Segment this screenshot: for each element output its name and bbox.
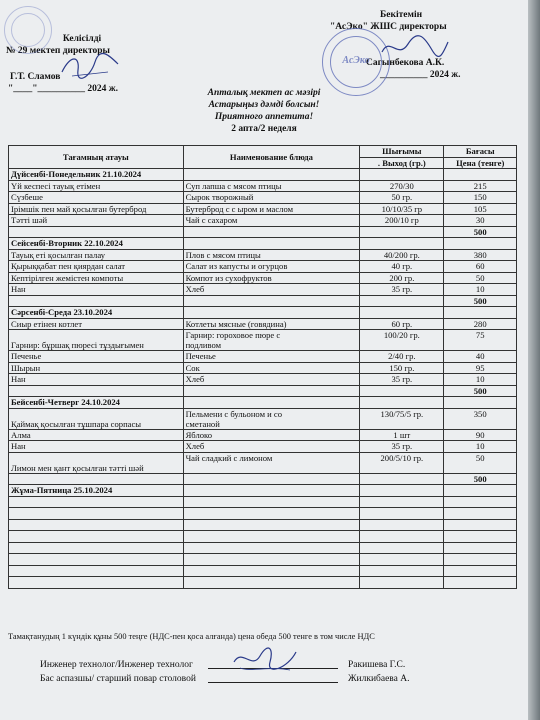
day-header-row — [9, 307, 517, 319]
empty-cell — [183, 542, 360, 554]
tech-title: Инженер технолог/Инженер технолог — [40, 660, 193, 670]
empty-cell — [183, 508, 360, 520]
menu-item-row — [9, 215, 517, 227]
blank-row — [9, 496, 517, 508]
dish-price: 150 — [444, 192, 517, 204]
empty-cell — [360, 554, 444, 566]
dish-name-ru-text: Печенье — [185, 351, 216, 361]
dish-name-ru-text: Сырок творожный — [185, 192, 254, 202]
empty-cell — [9, 226, 184, 238]
dish-yield: 100/20 гр. — [360, 330, 444, 351]
menu-item-row — [9, 203, 517, 215]
menu-item-row — [9, 284, 517, 296]
empty-cell — [183, 397, 360, 409]
menu-item-row — [9, 318, 517, 330]
col-header-yield-kz: Шығымы — [360, 146, 444, 158]
col-header-kz: Тағамның атауы — [9, 146, 184, 169]
dish-name-ru — [183, 351, 360, 363]
dish-yield: 200 гр. — [360, 272, 444, 284]
right-date: __________ 2024 ж. — [380, 70, 461, 80]
dish-name-ru-text: Сок — [185, 362, 200, 373]
dish-name-kz: Сүзбеше — [9, 192, 184, 204]
dish-price: 95 — [444, 362, 517, 374]
empty-cell — [183, 577, 360, 589]
empty-cell — [9, 519, 184, 531]
dish-name-ru-text: Хлеб — [185, 441, 205, 451]
dish-price: 380 — [444, 249, 517, 261]
dish-name-kz: Лимон мен қант қосылған тәтті шәй — [9, 452, 184, 473]
empty-cell — [183, 565, 360, 577]
dish-name-ru — [183, 192, 360, 204]
menu-item-row — [9, 351, 517, 363]
director-name: Г.Т. Сламов — [10, 72, 61, 82]
empty-cell — [183, 519, 360, 531]
chef-title: Бас аспазшы/ старший повар столовой — [40, 674, 196, 684]
dish-name-ru-text: Хлеб — [185, 284, 205, 294]
empty-cell — [9, 577, 184, 589]
empty-cell — [360, 385, 444, 397]
dish-yield: 2/40 гр. — [360, 351, 444, 363]
school-director-title: № 29 мектеп директоры — [6, 46, 110, 56]
dish-name-ru-text: Чай сладкий с лимоном — [185, 452, 273, 463]
dish-name-kz: Кептірілген жемістен компоты — [9, 272, 184, 284]
day-total-row — [9, 473, 517, 485]
empty-cell — [9, 554, 184, 566]
empty-cell — [183, 307, 360, 319]
left-stamp-icon — [4, 6, 52, 54]
dish-name-ru — [183, 318, 360, 330]
empty-cell — [444, 307, 517, 319]
dish-name-kz: Нан — [9, 441, 184, 453]
dish-name-ru — [183, 374, 360, 386]
dish-price: 75 — [444, 330, 517, 351]
empty-cell — [360, 565, 444, 577]
empty-cell — [183, 169, 360, 181]
menu-table — [8, 145, 517, 589]
dish-name-ru-text: Гарнир: гороховое пюре с — [185, 330, 281, 340]
empty-cell — [360, 295, 444, 307]
dish-name-ru — [183, 441, 360, 453]
dish-yield: 50 гр. — [360, 192, 444, 204]
dish-price: 50 — [444, 452, 517, 473]
dish-yield: 270/30 — [360, 180, 444, 192]
empty-cell — [444, 565, 517, 577]
blank-row — [9, 554, 517, 566]
empty-cell — [183, 554, 360, 566]
dish-price: 350 — [444, 408, 517, 429]
dish-price: 90 — [444, 429, 517, 441]
menu-item-row — [9, 330, 517, 351]
dish-name-kz: Сиыр етінен котлет — [9, 318, 184, 330]
dish-yield: 35 гр. — [360, 374, 444, 386]
dish-name-ru — [183, 284, 360, 296]
menu-item-row — [9, 192, 517, 204]
blank-row — [9, 508, 517, 520]
company-signature-icon — [380, 34, 450, 62]
empty-cell — [183, 226, 360, 238]
dish-name-ru-text: Салат из капусты и огурцов — [185, 261, 288, 271]
menu-body — [9, 169, 517, 589]
day-total-price: 500 — [444, 295, 517, 307]
dish-name-ru-text: Компот из сухофруктов — [185, 272, 272, 283]
dish-name-kz: Үй кеспесі тауық етімен — [9, 180, 184, 192]
dish-price: 50 — [444, 272, 517, 284]
dish-name-ru-text-2: подливом — [185, 340, 222, 350]
blank-row — [9, 542, 517, 554]
greeting-ru: Приятного аппетита! — [214, 112, 314, 122]
day-label: Сейсенбі-Вторник 22.10.2024 — [9, 238, 184, 250]
menu-item-row — [9, 429, 517, 441]
dish-name-kz: Тауық еті қосылған палау — [9, 249, 184, 261]
empty-cell — [360, 531, 444, 543]
empty-cell — [9, 496, 184, 508]
empty-cell — [360, 307, 444, 319]
director-signature-icon — [60, 50, 120, 80]
col-header-ru: Наименование блюда — [183, 146, 360, 169]
dish-name-ru — [183, 330, 360, 351]
dish-name-ru — [183, 452, 360, 473]
day-total-price: 500 — [444, 473, 517, 485]
col-header-price-ru: Цена (тенге) — [444, 157, 517, 169]
empty-cell — [183, 496, 360, 508]
dish-price: 280 — [444, 318, 517, 330]
dish-name-ru — [183, 272, 360, 284]
empty-cell — [444, 169, 517, 181]
price-footnote: Тамақтанудың 1 күндік құны 500 теңге (НДС-пен қоса алғанда) цена обеда 500 тенге в том числе НДС — [8, 632, 375, 641]
empty-cell — [360, 238, 444, 250]
dish-name-ru-text: Плов с мясом птицы — [185, 249, 261, 260]
menu-title: Апталық мектеп ас мәзірі — [207, 88, 321, 98]
menu-item-row — [9, 374, 517, 386]
left-date: "____"__________ 2024 ж. — [8, 84, 119, 94]
dish-name-kz: Қаймақ қосылған тұшпара сорпасы — [9, 408, 184, 429]
day-header-row — [9, 169, 517, 181]
day-label: Сәрсенбі-Среда 23.10.2024 — [9, 307, 184, 319]
empty-cell — [183, 485, 360, 497]
empty-cell — [444, 397, 517, 409]
day-header-row — [9, 397, 517, 409]
dish-name-ru — [183, 215, 360, 227]
dish-name-ru-text: Суп лапша с мясом птицы — [185, 180, 282, 191]
empty-cell — [444, 508, 517, 520]
empty-cell — [444, 542, 517, 554]
empty-cell — [9, 531, 184, 543]
blank-row — [9, 565, 517, 577]
dish-price: 10 — [444, 441, 517, 453]
dish-yield: 130/75/5 гр. — [360, 408, 444, 429]
dish-price: 10 — [444, 284, 517, 296]
dish-yield: 10/10/35 гр — [360, 203, 444, 215]
empty-cell — [9, 385, 184, 397]
empty-cell — [360, 496, 444, 508]
empty-cell — [183, 295, 360, 307]
dish-name-ru — [183, 180, 360, 192]
dish-name-kz: Нан — [9, 374, 184, 386]
blank-row — [9, 531, 517, 543]
dish-name-ru — [183, 429, 360, 441]
empty-cell — [360, 519, 444, 531]
empty-cell — [444, 485, 517, 497]
dish-yield: 40 гр. — [360, 261, 444, 273]
empty-cell — [9, 295, 184, 307]
dish-name-ru-text: Котлеты мясные (говядина) — [185, 318, 287, 329]
col-header-price-kz: Бағасы — [444, 146, 517, 158]
dish-yield: 60 гр. — [360, 318, 444, 330]
day-label: Жұма-Пятница 25.10.2024 — [9, 485, 184, 497]
dish-yield: 35 гр. — [360, 441, 444, 453]
empty-cell — [9, 508, 184, 520]
dish-name-kz: Ірімшік пен май қосылған бутерброд — [9, 203, 184, 215]
menu-item-row — [9, 272, 517, 284]
empty-cell — [183, 531, 360, 543]
menu-item-row — [9, 362, 517, 374]
tech-name: Ракишева Г.С. — [348, 660, 406, 670]
empty-cell — [444, 238, 517, 250]
chef-sign-line — [208, 682, 338, 683]
day-header-row — [9, 485, 517, 497]
approved-label: Келісілді — [62, 34, 102, 44]
empty-cell — [183, 473, 360, 485]
dish-price: 215 — [444, 180, 517, 192]
chef-name: Жилкибаева А. — [348, 674, 410, 684]
empty-cell — [444, 496, 517, 508]
dish-price: 40 — [444, 351, 517, 363]
dish-name-ru-text-2: сметаной — [185, 418, 220, 429]
table-header-row — [9, 146, 517, 158]
dish-name-kz: Нан — [9, 284, 184, 296]
menu-item-row — [9, 249, 517, 261]
empty-cell — [360, 169, 444, 181]
menu-item-row — [9, 180, 517, 192]
company-director-title: "АсЭко" ЖШС директоры — [330, 22, 447, 32]
dish-yield: 200/10 гр — [360, 215, 444, 227]
dish-name-ru-text: Яблоко — [185, 429, 213, 440]
stamp-text: АсЭко — [342, 55, 370, 66]
dish-yield: 1 шт — [360, 429, 444, 441]
empty-cell — [444, 519, 517, 531]
empty-cell — [360, 473, 444, 485]
empty-cell — [9, 565, 184, 577]
empty-cell — [183, 238, 360, 250]
dish-name-ru — [183, 249, 360, 261]
menu-item-row — [9, 408, 517, 429]
day-label: Дүйсенбі-Понедельник 21.10.2024 — [9, 169, 184, 181]
blank-row — [9, 519, 517, 531]
empty-cell — [183, 385, 360, 397]
day-total-price: 500 — [444, 385, 517, 397]
dish-name-kz: Алма — [9, 429, 184, 441]
menu-item-row — [9, 441, 517, 453]
dish-name-kz: Гарнир: бұршақ пюресі тұздығымен — [9, 330, 184, 351]
empty-cell — [360, 577, 444, 589]
dish-yield: 200/5/10 гр. — [360, 452, 444, 473]
dish-name-kz: Печенье — [9, 351, 184, 363]
dish-name-kz: Тәтті шәй — [9, 215, 184, 227]
empty-cell — [444, 531, 517, 543]
empty-cell — [360, 508, 444, 520]
empty-cell — [360, 397, 444, 409]
background-edge — [528, 0, 540, 720]
day-total-row — [9, 226, 517, 238]
dish-name-ru-text: Пельмени с бульоном и со — [185, 408, 283, 419]
day-total-row — [9, 385, 517, 397]
menu-item-row — [9, 261, 517, 273]
dish-yield: 150 гр. — [360, 362, 444, 374]
approve-label: Бекітемін — [380, 10, 423, 20]
dish-price: 30 — [444, 215, 517, 227]
day-label: Бейсенбі-Четверг 24.10.2024 — [9, 397, 184, 409]
empty-cell — [9, 473, 184, 485]
dish-yield: 35 гр. — [360, 284, 444, 296]
blank-row — [9, 577, 517, 589]
dish-name-kz: Қырыққабат пен қиярдан салат — [9, 261, 184, 273]
dish-name-ru — [183, 362, 360, 374]
menu-item-row — [9, 452, 517, 473]
dish-name-ru — [183, 203, 360, 215]
dish-price: 105 — [444, 203, 517, 215]
dish-name-ru-text: Чай с сахаром — [185, 215, 238, 225]
dish-price: 60 — [444, 261, 517, 273]
empty-cell — [444, 554, 517, 566]
empty-cell — [360, 226, 444, 238]
day-header-row — [9, 238, 517, 250]
col-header-yield-ru: . Выход (гр.) — [360, 157, 444, 169]
dish-name-ru — [183, 408, 360, 429]
greeting-kz: Астарыңыз дәмді болсын! — [208, 100, 320, 110]
dish-yield: 40/200 гр. — [360, 249, 444, 261]
day-total-row — [9, 295, 517, 307]
day-total-price: 500 — [444, 226, 517, 238]
company-director-name: Сагынбекова А.К. — [366, 58, 445, 68]
empty-cell — [444, 577, 517, 589]
empty-cell — [360, 542, 444, 554]
empty-cell — [9, 542, 184, 554]
week-label: 2 апта/2 неделя — [231, 124, 297, 134]
dish-name-ru — [183, 261, 360, 273]
dish-price: 10 — [444, 374, 517, 386]
tech-signature-icon — [230, 646, 300, 674]
empty-cell — [360, 485, 444, 497]
dish-name-kz: Шырын — [9, 362, 184, 374]
dish-name-ru-text: Хлеб — [185, 374, 205, 384]
dish-name-ru-text: Бутерброд с с ыром и маслом — [185, 203, 294, 214]
